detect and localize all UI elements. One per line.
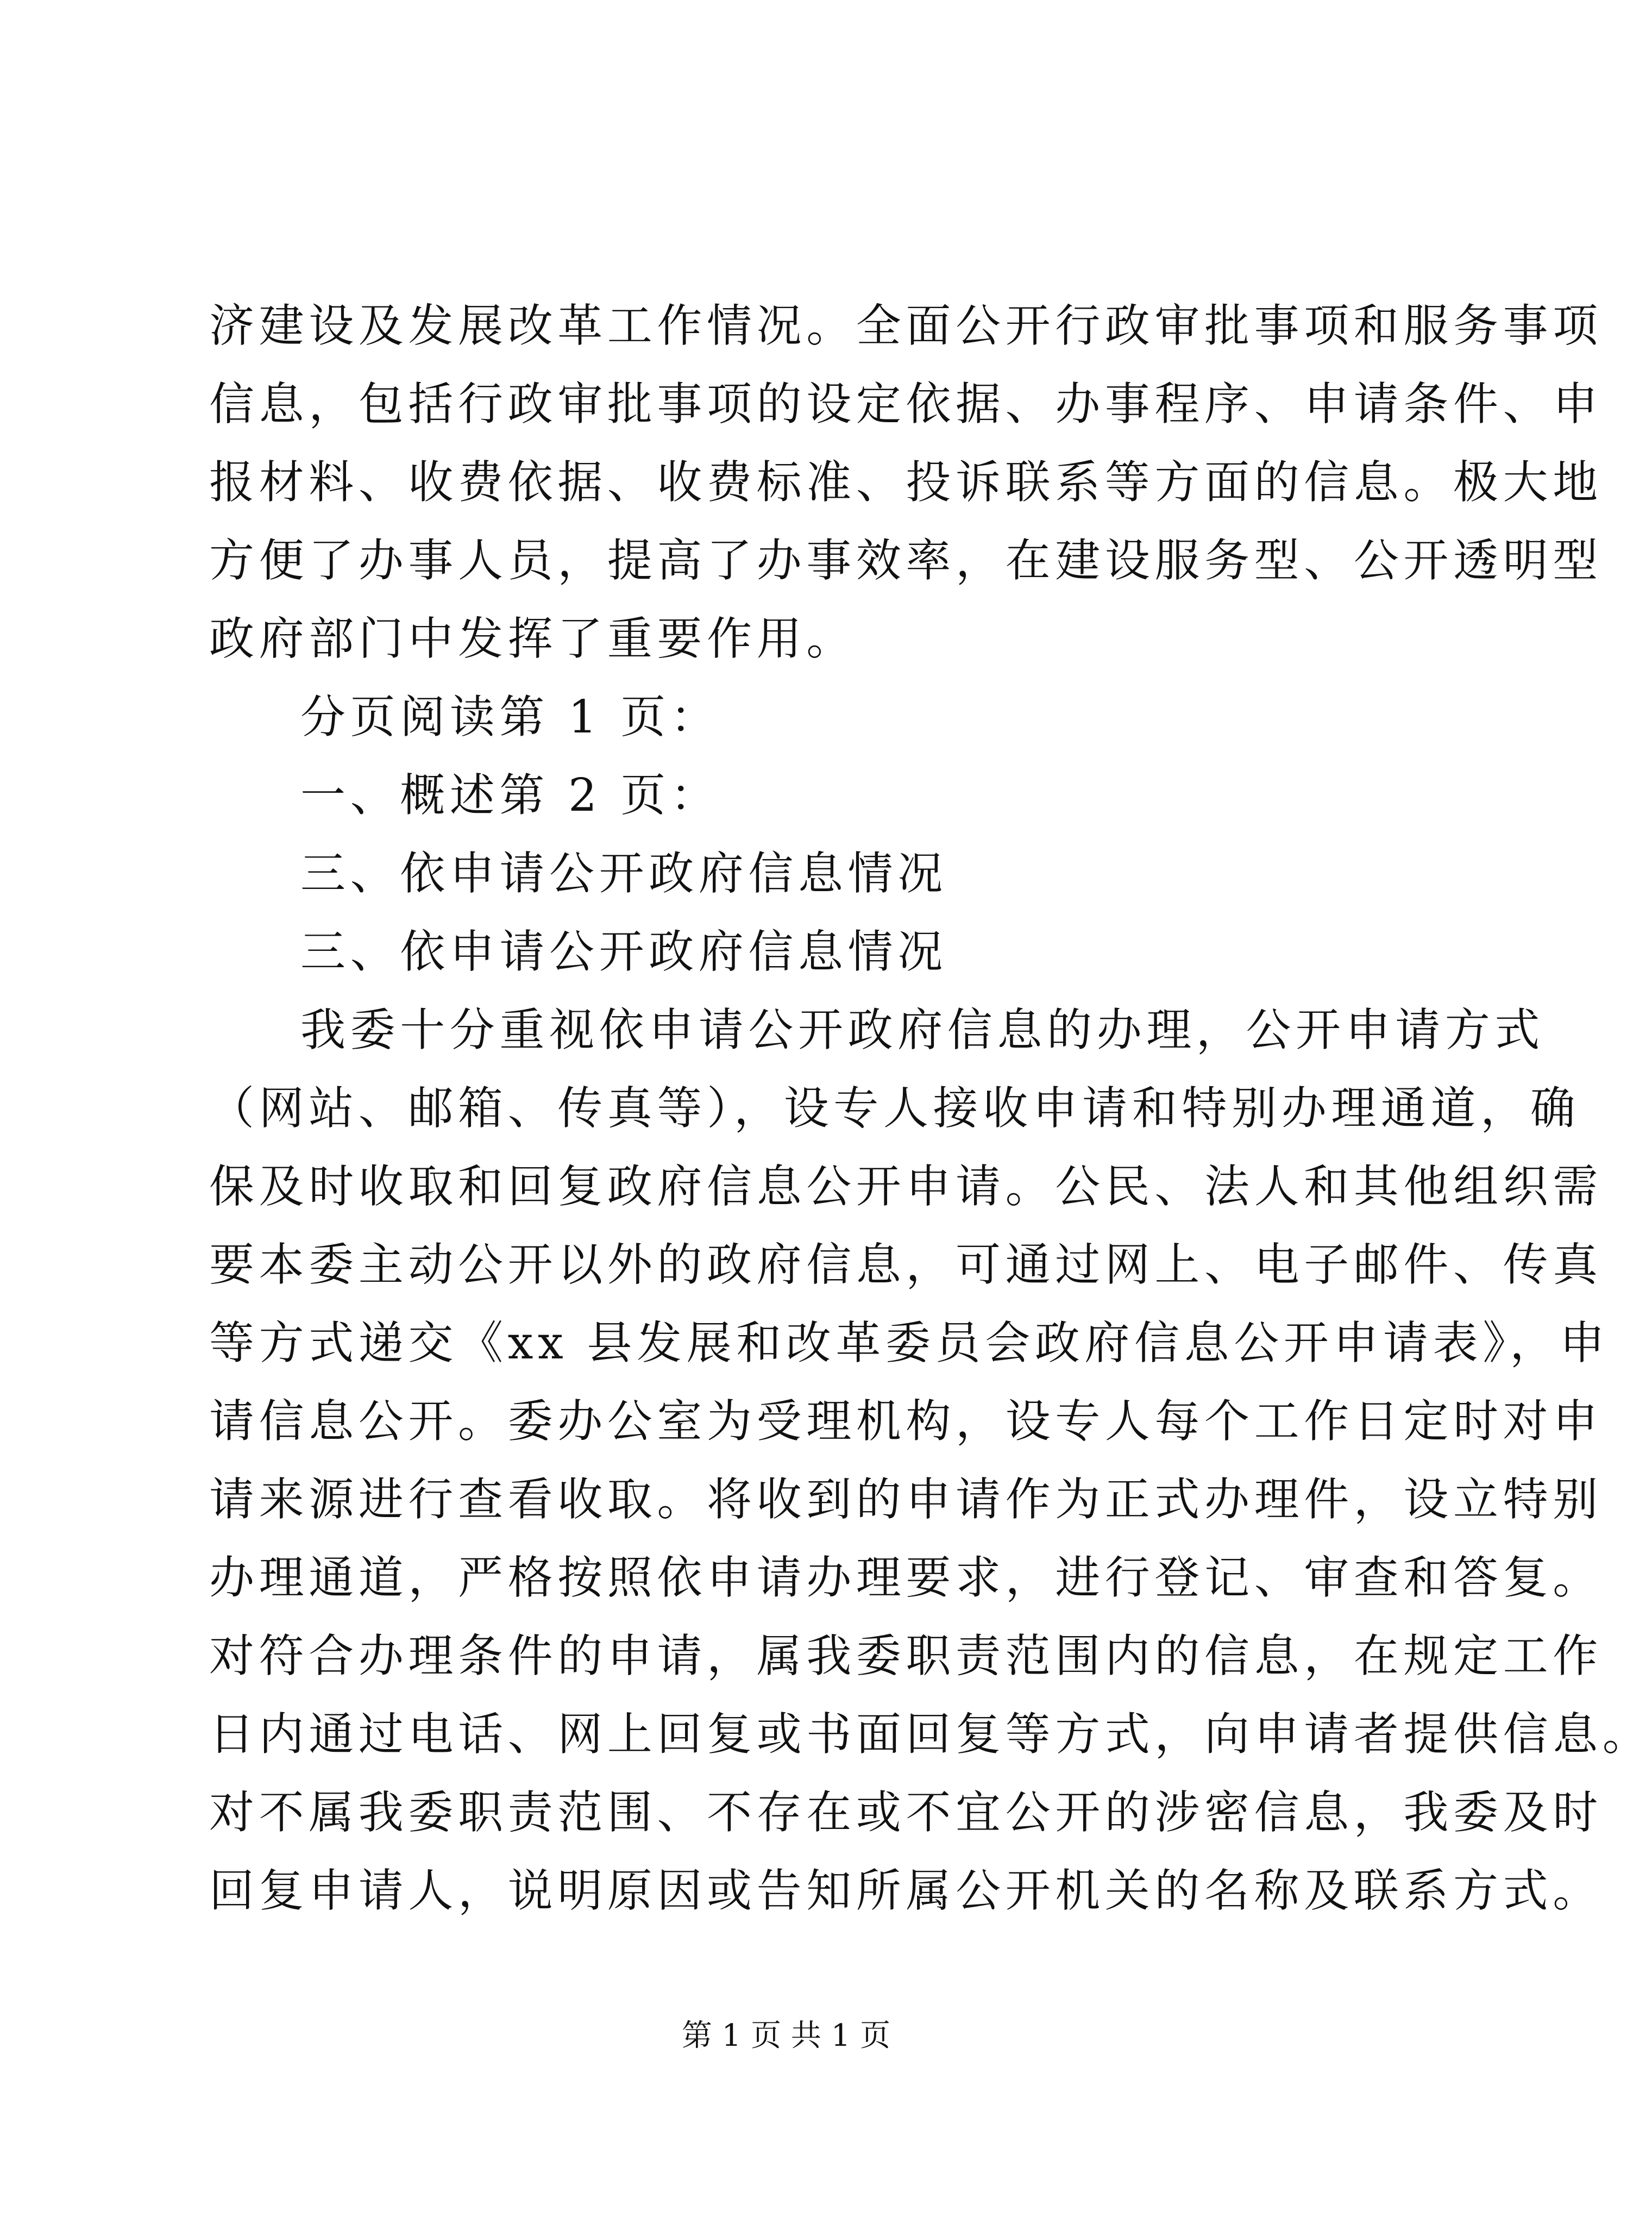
- text-line: 等方式递交《xx 县发展和改革委员会政府信息公开申请表》，申: [209, 1317, 1610, 1369]
- text-line: 回复申请人，说明原因或告知所属公开机关的名称及联系方式。: [209, 1864, 1603, 1917]
- text-line: 对符合办理条件的申请，属我委职责范围内的信息，在规定工作: [209, 1630, 1603, 1682]
- text-line: 日内通过电话、网上回复或书面回复等方式，向申请者提供信息。: [209, 1708, 1652, 1761]
- pagination-line-2: 一、概述第 2 页：: [300, 769, 720, 822]
- text-line: 政府部门中发挥了重要作用。: [209, 612, 856, 665]
- text-line: 保及时收取和回复政府信息公开申请。公民、法人和其他组织需: [209, 1160, 1603, 1213]
- text-line: 信息，包括行政审批事项的设定依据、办事程序、申请条件、申: [209, 378, 1603, 430]
- section-heading: 三、依申请公开政府信息情况: [300, 925, 947, 978]
- section-heading: 三、依申请公开政府信息情况: [300, 847, 947, 900]
- text-line: 办理通道，严格按照依申请办理要求，进行登记、审查和答复。: [209, 1551, 1603, 1604]
- text-line: 方便了办事人员，提高了办事效率，在建设服务型、公开透明型: [209, 534, 1603, 587]
- text-line: 要本委主动公开以外的政府信息，可通过网上、电子邮件、传真: [209, 1238, 1603, 1291]
- pagination-line-1: 分页阅读第 1 页：: [300, 691, 720, 743]
- text-line: 请来源进行查看收取。将收到的申请作为正式办理件，设立特别: [209, 1473, 1603, 1526]
- text-line: 报材料、收费依据、收费标准、投诉联系等方面的信息。极大地: [209, 456, 1603, 509]
- page-footer: 第 1 页 共 1 页: [681, 2018, 891, 2053]
- text-line: 济建设及发展改革工作情况。全面公开行政审批事项和服务事项: [209, 299, 1603, 352]
- text-line: 对不属我委职责范围、不存在或不宜公开的涉密信息，我委及时: [209, 1786, 1603, 1839]
- body-text: [209, 287, 1652, 1930]
- text-line: （网站、邮箱、传真等），设专人接收申请和特别办理通道，确: [209, 1082, 1580, 1135]
- paragraph-start-line: 我委十分重视依申请公开政府信息的办理，公开申请方式: [300, 1004, 1544, 1056]
- text-line: 请信息公开。委办公室为受理机构，设专人每个工作日定时对申: [209, 1395, 1603, 1448]
